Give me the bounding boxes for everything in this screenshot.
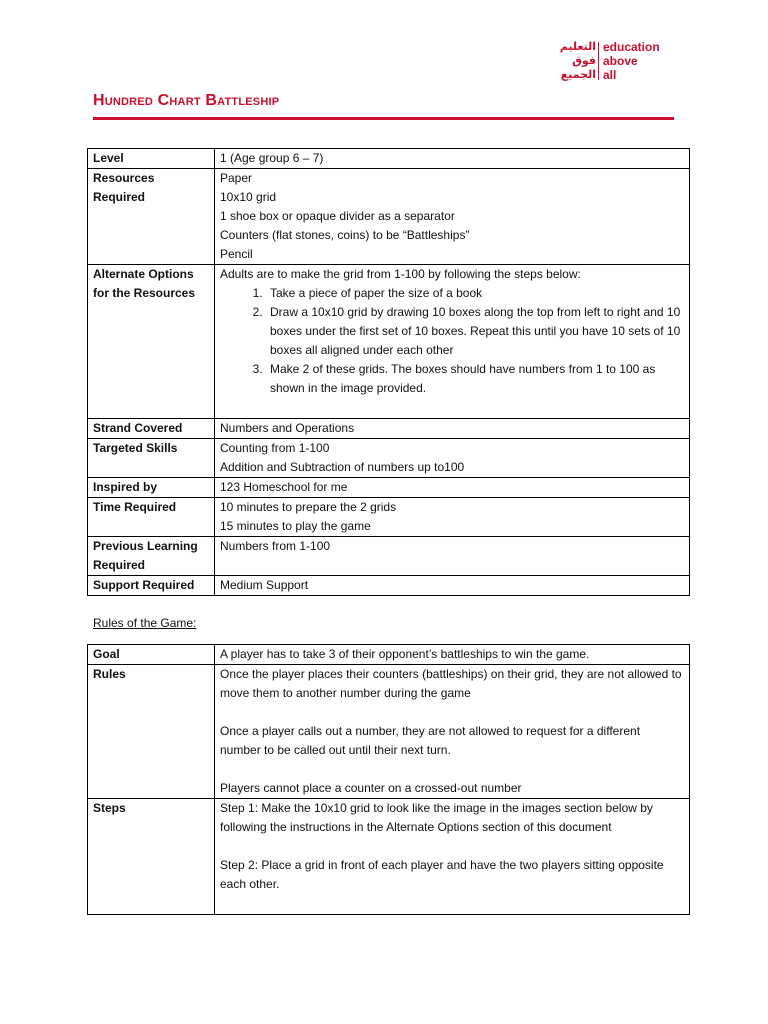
details-table xyxy=(87,148,690,596)
table-row xyxy=(88,265,690,419)
row-value: 123 Homeschool for me xyxy=(215,478,690,498)
row-label: Strand Covered xyxy=(88,419,215,439)
logo-english: education above all xyxy=(603,40,660,82)
row-label: Resources Required xyxy=(88,169,215,265)
row-value: Numbers from 1-100 xyxy=(215,537,690,576)
row-value: A player has to take 3 of their opponent’s battleships to win the game. xyxy=(215,645,690,665)
table-row xyxy=(88,665,690,799)
rules-table xyxy=(87,644,690,915)
row-value: 1 (Age group 6 – 7) xyxy=(215,149,690,169)
table-row xyxy=(88,149,690,169)
row-label: Inspired by xyxy=(88,478,215,498)
row-label: Targeted Skills xyxy=(88,439,215,478)
row-label: Time Required xyxy=(88,498,215,537)
row-value: Numbers and Operations xyxy=(215,419,690,439)
table-row xyxy=(88,419,690,439)
row-label: Steps xyxy=(88,799,215,915)
row-value: Adults are to make the grid from 1-100 by following the steps below: 1. Take a piece of paper the size of a book 2. Draw a 10x10 grid by drawing 10 boxes along the top from left to right and 10 boxes under the first set of 10 boxes. Repeat this until you have 10 sets of 10 boxes all aligned under each other 3. Make 2 of these grids. The boxes should have numbers from 1 to 100 as shown in the image provided. xyxy=(215,265,690,419)
logo-separator xyxy=(598,42,599,80)
title-underline xyxy=(93,117,674,120)
row-value: Once the player places their counters (battleships) on their grid, they are not allowed to move them to another number during the game Once a player calls out a number, they are not allowed to request for a different number to be called out until their next turn. Players cannot place a counter on a crossed-out number xyxy=(215,665,690,799)
row-value: Medium Support xyxy=(215,576,690,596)
row-label: Support Required xyxy=(88,576,215,596)
row-value: Counting from 1-100 Addition and Subtraction of numbers up to100 xyxy=(215,439,690,478)
table-row xyxy=(88,169,690,265)
page-title: Hundred Chart Battleship xyxy=(93,92,280,109)
rules-heading: Rules of the Game: xyxy=(93,616,197,630)
row-label: Alternate Options for the Resources xyxy=(88,265,215,419)
list-item: 2. Draw a 10x10 grid by drawing 10 boxes along the top from left to right and 10 boxes under the first set of 10 boxes. Repeat this until you have 10 sets of 10 boxes all aligned under each other xyxy=(266,303,684,360)
table-row xyxy=(88,478,690,498)
row-label: Goal xyxy=(88,645,215,665)
row-value: 10 minutes to prepare the 2 grids 15 minutes to play the game xyxy=(215,498,690,537)
logo-arabic: التعليم فوق الجميع xyxy=(559,40,596,81)
row-value: Step 1: Make the 10x10 grid to look like the image in the images section below by following the instructions in the Alternate Options section of this document Step 2: Place a grid in front of each player and have the two players sitting opposite each other. xyxy=(215,799,690,915)
table-row xyxy=(88,799,690,915)
row-label: Previous Learning Required xyxy=(88,537,215,576)
list-item: 3. Make 2 of these grids. The boxes should have numbers from 1 to 100 as shown in the image provided. xyxy=(266,360,684,398)
logo xyxy=(556,40,666,84)
table-row xyxy=(88,439,690,478)
table-row xyxy=(88,498,690,537)
table-row xyxy=(88,576,690,596)
table-row xyxy=(88,645,690,665)
list-item: 1. Take a piece of paper the size of a book xyxy=(266,284,684,303)
table-row xyxy=(88,537,690,576)
row-label: Rules xyxy=(88,665,215,799)
row-value: Paper 10x10 grid 1 shoe box or opaque divider as a separator Counters (flat stones, coins) to be “Battleships” Pencil xyxy=(215,169,690,265)
alt-steps-list xyxy=(220,284,684,398)
row-label: Level xyxy=(88,149,215,169)
